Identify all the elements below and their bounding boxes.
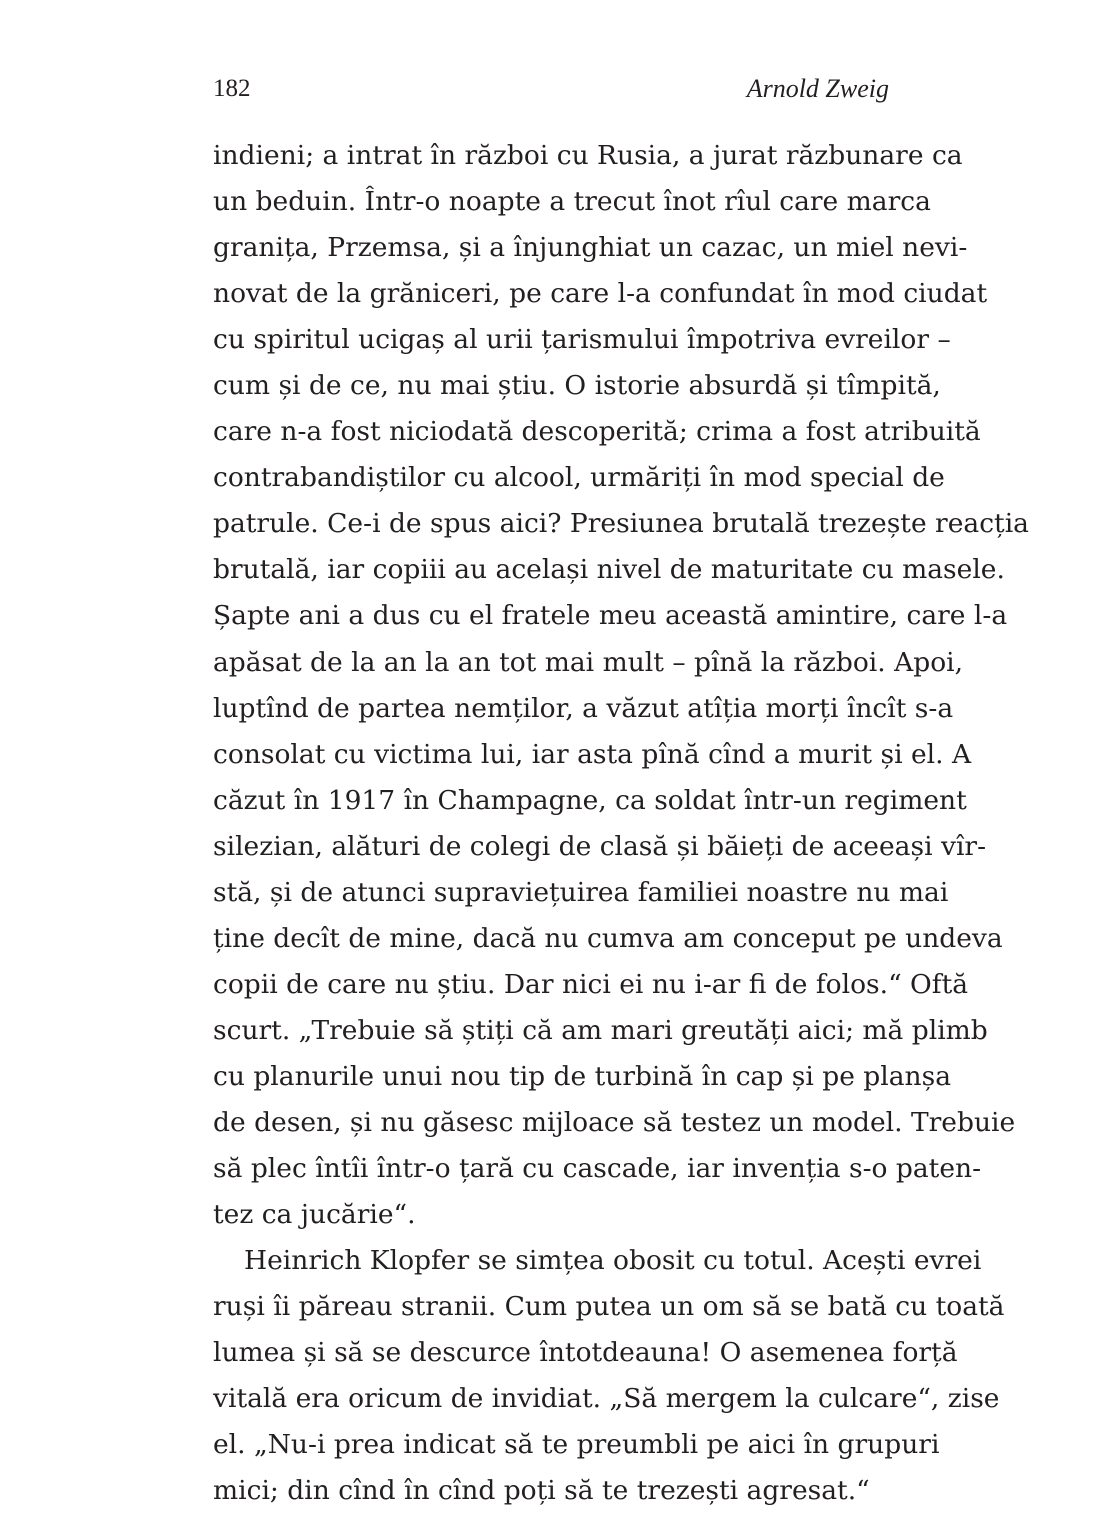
text-line: copii de care nu știu. Dar nici ei nu i-ar fi de folos.“ Oftă (213, 968, 969, 1000)
text-line: luptînd de partea nemților, a văzut atîția morți încît s-a (213, 692, 954, 724)
text-line: consolat cu victima lui, iar asta pînă cînd a murit și el. A (213, 738, 972, 770)
text-line: ruși îi păreau stranii. Cum putea un om să se bată cu toată (213, 1291, 1005, 1323)
text-line: Șapte ani a dus cu el fratele meu această amintire, care l-a (213, 600, 1008, 632)
text-line: stă, și de atunci supraviețuirea familiei noastre nu mai (213, 876, 949, 908)
text-line: să plec întîi într-o țară cu cascade, iar invenția s-o paten- (213, 1153, 982, 1185)
text-line: novat de la grăniceri, pe care l-a confundat în mod ciudat (213, 278, 988, 310)
text-line: granița, Przemsa, și a înjunghiat un cazac, un miel nevi- (213, 232, 968, 264)
text-line: patrule. Ce-i de spus aici? Presiunea brutală trezește reacția (213, 508, 1029, 540)
paragraph (213, 1238, 1005, 1514)
running-header (213, 70, 889, 110)
text-line: care n-a fost niciodată descoperită; crima a fost atribuită (213, 416, 981, 448)
body-text (213, 133, 1029, 1514)
text-line: ține decît de mine, dacă nu cumva am conceput pe undeva (213, 922, 1003, 954)
text-line: un beduin. Într-o noapte a trecut înot rîul care marca (213, 186, 931, 218)
text-line: indieni; a intrat în război cu Rusia, a jurat răzbunare ca (213, 140, 963, 171)
text-line: cu spiritul ucigaș al urii țarismului împotriva evreilor – (213, 324, 951, 356)
text-line: scurt. „Trebuie să știți că am mari greutăți aici; mă plimb (213, 1014, 988, 1046)
text-line: brutală, iar copiii au același nivel de maturitate cu masele. (213, 554, 1005, 586)
text-line: cu planurile unui nou tip de turbină în cap și pe planșa (213, 1060, 952, 1092)
text-line: el. „Nu-i prea indicat să te preumbli pe aici în grupuri (213, 1429, 940, 1461)
text-line: apăsat de la an la an tot mai mult – pînă la război. Apoi, (213, 646, 964, 678)
text-line: căzut în 1917 în Champagne, ca soldat într-un regiment (213, 784, 967, 816)
text-line: tez ca jucărie“. (213, 1199, 416, 1231)
page-number: 182 (213, 75, 251, 102)
text-line: contrabandiștilor cu alcool, urmăriți în mod special de (213, 462, 945, 494)
text-line: lumea și să se descurce întotdeauna! O asemenea forță (213, 1337, 958, 1369)
running-header-author: Arnold Zweig (746, 74, 889, 103)
paragraph (213, 133, 1029, 1238)
text-line: de desen, și nu găsesc mijloace să testez un model. Trebuie (213, 1106, 1016, 1138)
text-line: vitală era oricum de invidiat. „Să mergem la culcare“, zise (213, 1383, 1000, 1415)
text-line: silezian, alături de colegi de clasă și băieți de aceeași vîr- (213, 830, 987, 862)
text-line: cum și de ce, nu mai știu. O istorie absurdă și tîmpită, (213, 370, 941, 402)
text-line: mici; din cînd în cînd poți să te trezești agresat.“ (213, 1475, 870, 1507)
text-line: Heinrich Klopfer se simțea obosit cu totul. Acești evrei (244, 1245, 982, 1277)
